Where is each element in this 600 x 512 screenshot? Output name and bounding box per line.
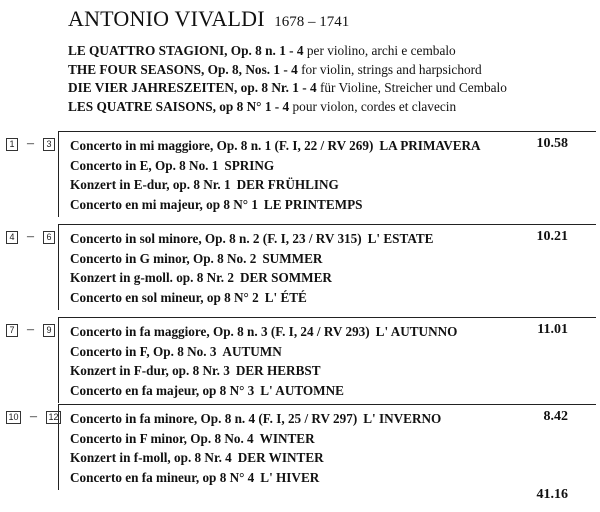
duration: 8.42 — [543, 409, 568, 424]
concerto-line — [70, 156, 500, 176]
concerto-line — [70, 448, 500, 468]
instrumentation: für Violine, Streicher und Cembalo — [316, 80, 507, 95]
season-title: DER HERBST — [235, 363, 321, 379]
concerto-line — [70, 409, 500, 429]
track-number-box: 6 — [43, 231, 55, 244]
concerto-line — [70, 268, 500, 288]
duration: 11.01 — [537, 322, 568, 337]
concerto-line — [70, 468, 500, 488]
album-header — [68, 6, 590, 116]
section-divider — [58, 131, 596, 132]
concerto-line — [70, 195, 500, 215]
track-dash: – — [30, 409, 37, 424]
composer-name: ANTONIO VIVALDI — [68, 6, 265, 31]
composer-dates: 1678 – 1741 — [274, 14, 350, 30]
work-title-bold: THE FOUR SEASONS, Op. 8, Nos. 1 - 4 — [68, 61, 298, 77]
section-divider-vertical — [58, 131, 59, 217]
season-title: L' AUTUNNO — [375, 324, 458, 339]
duration: 10.58 — [536, 136, 568, 151]
piece-name: Concerto in F minor, Op. 8 No. 4 — [70, 430, 254, 446]
season-title: DER WINTER — [237, 450, 324, 466]
duration: 10.21 — [536, 229, 568, 244]
track-number-box: 1 — [6, 138, 18, 151]
season-title: L' ÉTÉ — [264, 289, 307, 305]
total-duration: 41.16 — [536, 487, 568, 502]
season-title: L' ESTATE — [367, 231, 434, 246]
work-titles — [68, 42, 590, 116]
section-divider-vertical — [58, 317, 59, 403]
season-title: WINTER — [259, 430, 315, 446]
piece-name: Concerto in fa maggiore, Op. 8 n. 3 (F. I, 24 / RV 293) — [70, 324, 370, 339]
piece-name: Concerto in fa minore, Op. 8 n. 4 (F. I, 25 / RV 297) — [70, 411, 358, 426]
piece-name: Konzert in E-dur, op. 8 Nr. 1 — [70, 177, 231, 193]
season-title: L' AUTOMNE — [260, 382, 344, 398]
track-range — [6, 322, 55, 338]
composer-heading — [68, 6, 590, 35]
work-title-italian — [68, 42, 590, 61]
season-title: DER SOMMER — [239, 270, 332, 286]
piece-name: Concerto in sol minore, Op. 8 n. 2 (F. I, 23 / RV 315) — [70, 231, 362, 246]
season-title: DER FRÜHLING — [236, 177, 339, 193]
track-number-box: 12 — [46, 411, 61, 424]
season-title: L' INVERNO — [363, 411, 442, 426]
piece-name: Konzert in F-dur, op. 8 Nr. 3 — [70, 363, 230, 379]
concerto-line — [70, 429, 500, 449]
season-title: SUMMER — [262, 250, 323, 266]
piece-name: Konzert in f-moll, op. 8 Nr. 4 — [70, 450, 232, 466]
work-title-bold: LES QUATRE SAISONS, op 8 N° 1 - 4 — [68, 98, 290, 114]
track-number-box: 4 — [6, 231, 18, 244]
track-range — [6, 229, 55, 245]
concerto-line — [70, 342, 500, 362]
work-title-bold: LE QUATTRO STAGIONI, Op. 8 n. 1 - 4 — [68, 43, 304, 58]
concerto-lines — [70, 136, 500, 214]
piece-name: Concerto en sol mineur, op 8 N° 2 — [70, 289, 259, 305]
track-range — [6, 409, 61, 425]
season-title: AUTUMN — [222, 343, 282, 359]
section-divider — [58, 404, 596, 405]
piece-name: Concerto en fa mineur, op 8 N° 4 — [70, 469, 255, 485]
instrumentation: for violin, strings and harpsichord — [297, 61, 482, 77]
concerto-lines — [70, 409, 500, 487]
section-divider-vertical — [58, 224, 59, 310]
work-title-bold: DIE VIER JAHRESZEITEN, op. 8 Nr. 1 - 4 — [68, 80, 317, 95]
track-number-box: 7 — [6, 324, 18, 337]
track-number-box: 3 — [43, 138, 55, 151]
concerto-line — [70, 229, 500, 249]
season-title: L' HIVER — [260, 469, 320, 485]
season-title: SPRING — [224, 157, 275, 173]
concerto-line — [70, 361, 500, 381]
section-divider — [58, 224, 596, 225]
concerto-line — [70, 175, 500, 195]
work-title-french — [68, 98, 590, 117]
season-title: LA PRIMAVERA — [379, 138, 481, 153]
piece-name: Concerto in G minor, Op. 8 No. 2 — [70, 250, 257, 266]
track-dash: – — [27, 229, 34, 244]
track-range — [6, 136, 55, 152]
piece-name: Concerto en mi majeur, op 8 N° 1 — [70, 196, 258, 212]
section-divider — [58, 317, 596, 318]
track-dash: – — [27, 322, 34, 337]
work-title-german — [68, 79, 590, 98]
season-title: LE PRINTEMPS — [263, 196, 363, 212]
concerto-line — [70, 322, 500, 342]
piece-name: Concerto in E, Op. 8 No. 1 — [70, 157, 219, 173]
concerto-lines — [70, 229, 500, 307]
concerto-line — [70, 136, 500, 156]
instrumentation: per violino, archi e cembalo — [303, 43, 456, 58]
piece-name: Concerto en fa majeur, op 8 N° 3 — [70, 382, 255, 398]
piece-name: Konzert in g-moll. op. 8 Nr. 2 — [70, 270, 234, 286]
concerto-line — [70, 381, 500, 401]
piece-name: Concerto in mi maggiore, Op. 8 n. 1 (F. I, 22 / RV 269) — [70, 138, 374, 153]
track-dash: – — [27, 136, 34, 151]
work-title-english — [68, 61, 590, 80]
track-number-box: 9 — [43, 324, 55, 337]
piece-name: Concerto in F, Op. 8 No. 3 — [70, 343, 217, 359]
track-number-box: 10 — [6, 411, 21, 424]
concerto-line — [70, 288, 500, 308]
concerto-lines — [70, 322, 500, 400]
instrumentation: pour violon, cordes et clavecin — [289, 98, 457, 114]
concerto-line — [70, 249, 500, 269]
